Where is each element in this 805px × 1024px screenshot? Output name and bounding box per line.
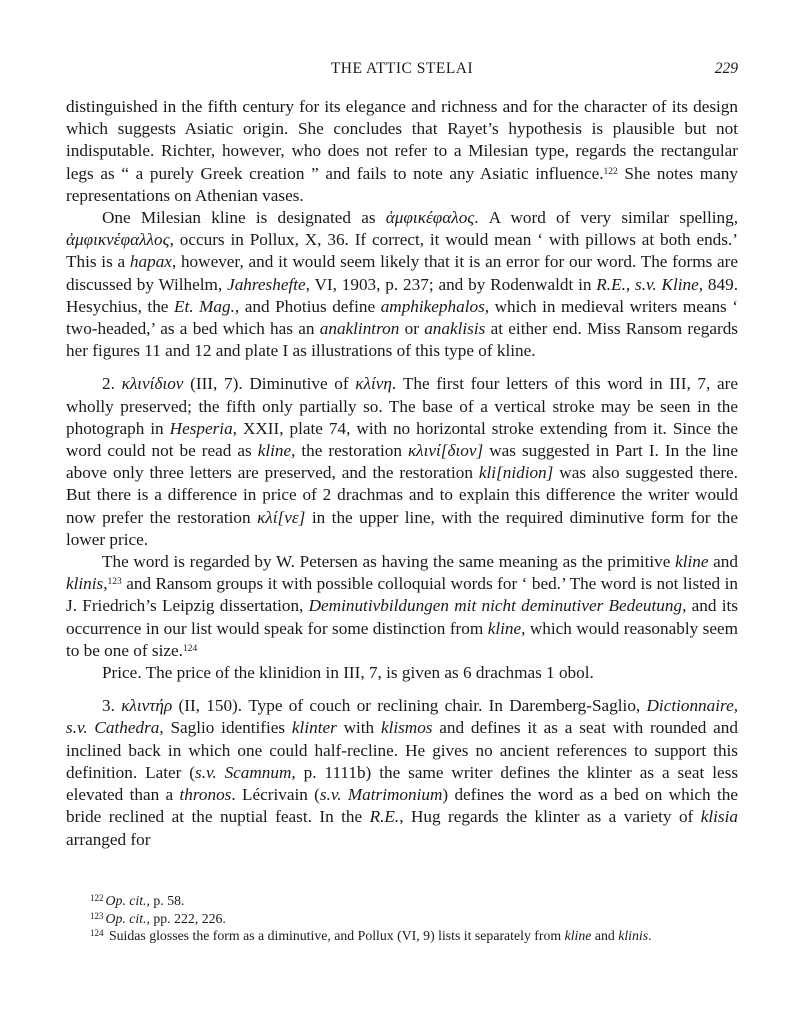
- footnote-ref-122: 122: [603, 166, 618, 177]
- paragraph-6: 3. κλιντήρ (II, 150). Type of couch or reclining chair. In Daremberg-Saglio, Dictionnaire, s.v. Cathedra, Saglio identifies klinter with klismos and defines it as a seat with rounded and inclined back in which one could half-recline. He gives no ancient references to support this definition. Later (s.v. Scamnum, p. 1111b) the same writer defines the klinter as a seat less elevated than a thronos. Lécrivain (s.v. Matrimonium) defines the word as a bed on which the bride reclined at the nuptial feast. In the R.E., Hug regards the klinter as a variety of klisia arranged for: [66, 696, 739, 849]
- paragraph-3: 2. κλινίδιον (III, 7). Diminutive of κλίνη. The first four letters of this word in III, 7, are wholly preserved; the fifth only partially so. The base of a vertical stroke may be seen in the photograph in Hesperia, XXII, plate 74, with no horizontal stroke extending from it. Since the word could not be read as kline, the restoration κλινί[διον] was suggested in Part I. In the line above only three letters are preserved, and the restoration kli[nidion] was also suggested there. But there is a difference in price of 2 drachmas and to explain this difference the writer would now prefer the restoration κλί[νε] in the upper line, with the required diminutive form for the lower price.: [66, 374, 739, 549]
- greek-word: ἀμφικέφαλος: [385, 208, 475, 228]
- greek-word: κλιντήρ: [121, 696, 173, 716]
- footnote-123: $^{123}$ Op. cit., pp. 222, 226.: [90, 910, 226, 926]
- footnote-number: 122: [90, 893, 104, 903]
- greek-word: κλινί[διον]: [407, 441, 484, 461]
- footnote-ref-123: 123: [107, 577, 122, 588]
- greek-word: κλίνη: [355, 374, 392, 394]
- paragraph-2: One Milesian kline is designated as ἀμφικέφαλος. A word of very similar spelling, ἀμφικνέφαλλος, occurs in Pollux, X, 36. If correct, it would mean ‘ with pillows at both ends.’ This is a hapax, however, and it would seem likely that it is an error for our word. The forms are discussed by Wilhelm, Jahreshefte, VI, 1903, p. 237; and by Rodenwaldt in R.E., s.v. Kline, 849. Hesychius, the Et. Mag., and Photius define amphikephalos, which in medieval writers means ‘ two-headed,’ as a bed which has an anaklintron or anaklisis at either end. Miss Ransom regards her figures 11 and 12 and plate I as illustrations of this type of kline.: [66, 208, 739, 361]
- footnote-ref-124: 124: [182, 643, 198, 654]
- running-head: [66, 60, 738, 82]
- footnotes: [66, 892, 738, 945]
- body-text: [66, 96, 738, 851]
- running-title: THE ATTIC STELAI: [330, 60, 474, 77]
- paragraph-1: distinguished in the fifth century for its elegance and richness and for the character of its design which suggests Asiatic origin. She concludes that Rayet’s hypothesis is plausible but not indisputable. Richter, however, who does not refer to a Milesian type, regards the rectangular legs as “ a purely Greek creation ” and fails to note any Asiatic influence.$^{122}$ She notes many representations on Athenian vases.: [66, 97, 738, 205]
- paragraph-4: The word is regarded by W. Petersen as having the same meaning as the primitive kline and klinis,$^{123}$ and Ransom groups it with possible colloquial words for ‘ bed.’ The word is not listed in J. Friedrich’s Leipzig dissertation, Deminutivbildungen mit nicht deminutiver Bedeutung, and its occurrence in our list would speak for some distinction from kline, which would reasonably seem to be one of size.$^{124}$: [66, 552, 738, 660]
- footnote-number: 123: [90, 910, 104, 921]
- greek-word: κλινίδιον: [121, 374, 184, 394]
- footnote-122: $^{122}$ Op. cit., p. 58.: [90, 893, 185, 908]
- greek-word: κλί[νε]: [257, 507, 306, 527]
- page-number: 229: [714, 60, 738, 77]
- greek-word: ἀμφικνέφαλλος: [66, 230, 170, 250]
- footnote-124: $^{124}$ Suidas glosses the form as a diminutive, and Pollux (VI, 9) lists it separately from kline and klinis.: [90, 928, 652, 943]
- footnote-number: 124: [90, 928, 104, 938]
- paragraph-5: Price. The price of the klinidion in III, 7, is given as 6 drachmas 1 obol.: [102, 663, 594, 683]
